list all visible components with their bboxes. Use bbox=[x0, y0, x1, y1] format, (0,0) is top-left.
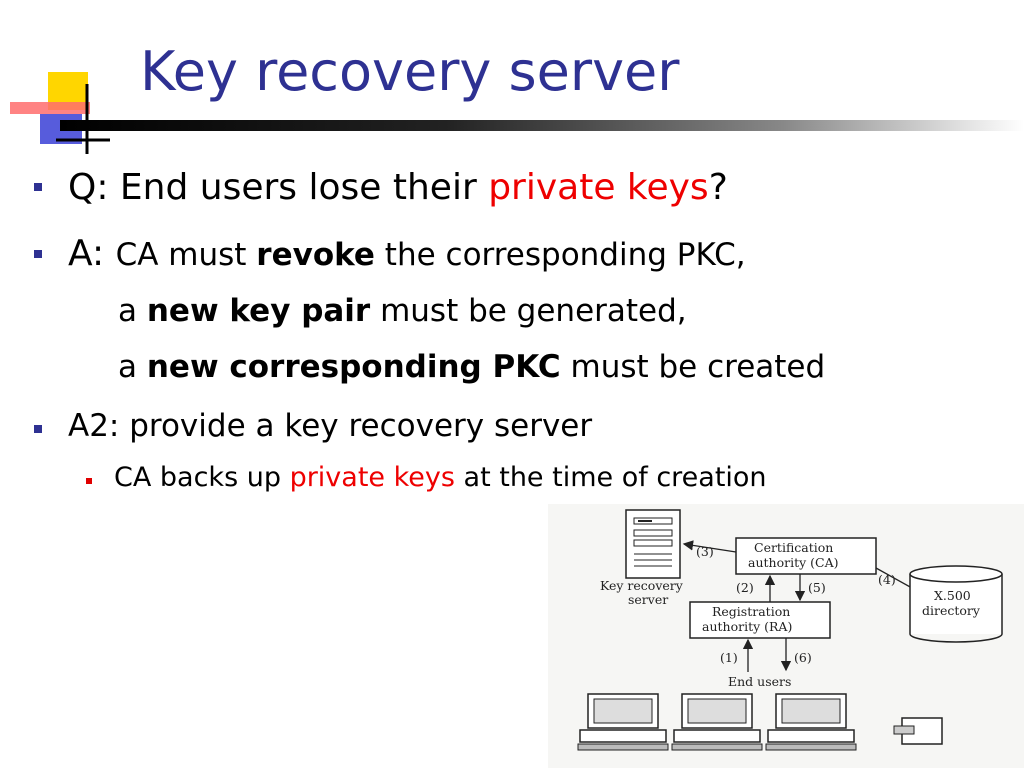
answer-bold: revoke bbox=[256, 237, 375, 273]
step-1-label: (1) bbox=[720, 650, 738, 665]
krs-label-1: Key recovery bbox=[600, 578, 683, 593]
question-suffix: ? bbox=[708, 167, 728, 208]
slide-title: Key recovery server bbox=[140, 40, 680, 103]
ca-label-1: Certification bbox=[754, 540, 834, 555]
bullet-marker bbox=[34, 250, 42, 258]
ra-label-1: Registration bbox=[712, 604, 791, 619]
step-6-label: (6) bbox=[794, 650, 812, 665]
computer-icon bbox=[766, 694, 856, 750]
question-text: Q: End users lose their bbox=[68, 167, 489, 208]
title-underline bbox=[60, 120, 1024, 131]
bullet-answer bbox=[68, 233, 746, 274]
pki-diagram bbox=[548, 504, 1024, 768]
answer-prefix: A: bbox=[68, 233, 105, 274]
bullet-answer-2: A2: provide a key recovery server bbox=[68, 408, 593, 444]
subbullet-highlight: private keys bbox=[289, 462, 455, 493]
x500-label-2: directory bbox=[922, 603, 980, 618]
step-5-label: (5) bbox=[808, 580, 826, 595]
step-2-label: (2) bbox=[736, 580, 754, 595]
continuation-text: a bbox=[118, 349, 147, 385]
step-3-label: (3) bbox=[696, 544, 714, 559]
server-icon bbox=[626, 510, 680, 578]
x500-label-1: X.500 bbox=[934, 588, 971, 603]
bullet-marker bbox=[34, 183, 42, 191]
answer-text-rest: the corresponding PKC, bbox=[374, 237, 746, 273]
subbullet-prefix: CA backs up bbox=[114, 462, 290, 493]
subbullet-suffix: at the time of creation bbox=[454, 462, 767, 493]
bullet-question bbox=[68, 167, 728, 208]
computer-icon bbox=[672, 694, 762, 750]
step-4-label: (4) bbox=[878, 572, 896, 587]
subbullet-text bbox=[114, 464, 767, 491]
answer-continuation-2 bbox=[118, 349, 826, 385]
slide-logo bbox=[0, 60, 140, 160]
answer-text: CA must bbox=[115, 237, 257, 273]
continuation-text: a bbox=[118, 293, 147, 329]
subbullet-marker bbox=[86, 478, 92, 484]
computer-icon bbox=[578, 694, 668, 750]
krs-label-2: server bbox=[628, 592, 669, 607]
question-highlight: private keys bbox=[488, 167, 709, 208]
ca-label-2: authority (CA) bbox=[748, 555, 839, 570]
end-users-label: End users bbox=[728, 674, 792, 689]
device-icon bbox=[894, 718, 942, 744]
continuation-bold: new key pair bbox=[146, 293, 371, 329]
answer-continuation-1 bbox=[118, 293, 687, 329]
continuation-bold: new corresponding PKC bbox=[146, 349, 561, 385]
bullet-marker bbox=[34, 425, 42, 433]
continuation-rest: must be generated, bbox=[370, 293, 687, 329]
ra-label-2: authority (RA) bbox=[702, 619, 793, 634]
continuation-rest: must be created bbox=[560, 349, 826, 385]
